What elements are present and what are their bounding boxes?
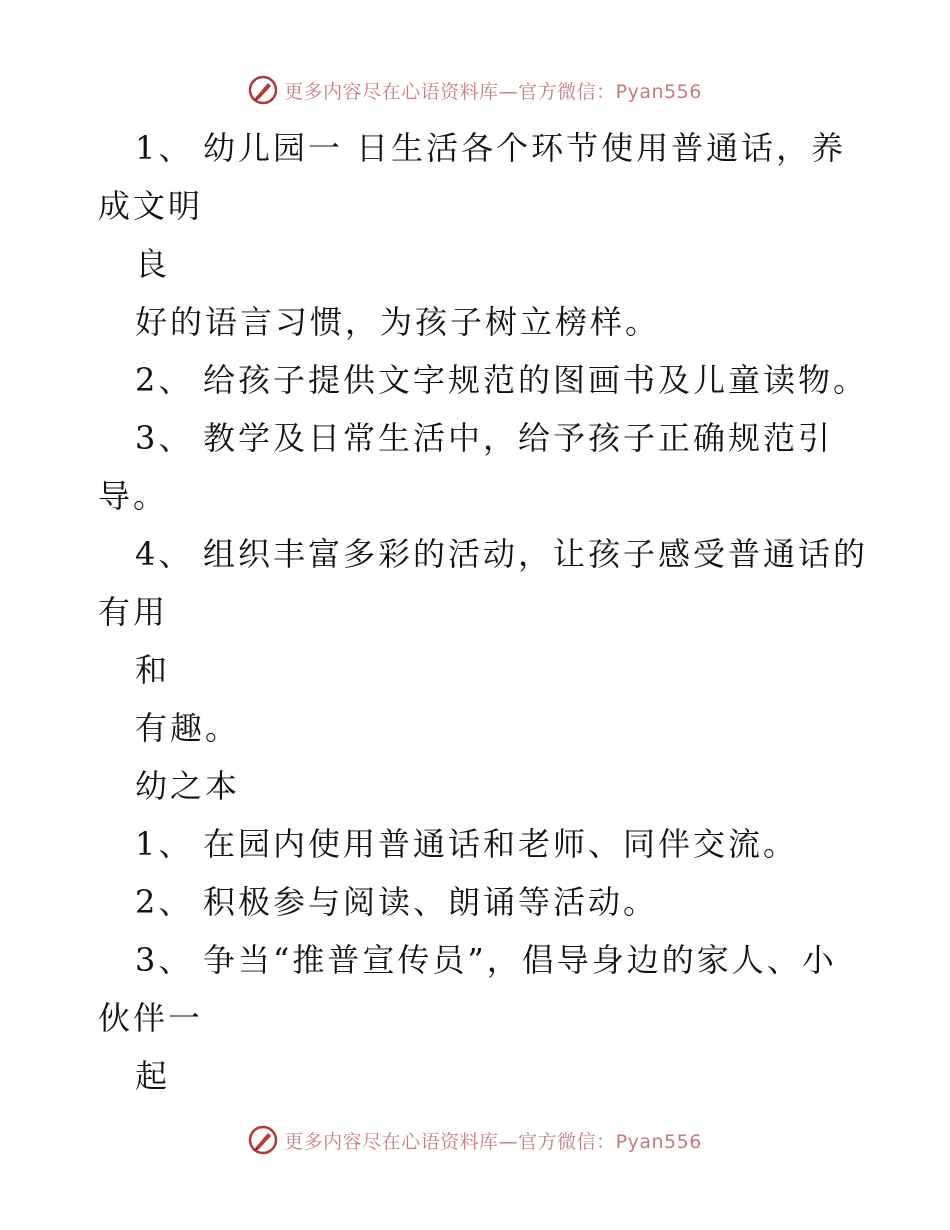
paragraph-line — [135, 880, 658, 924]
list-number: 1、 — [135, 825, 194, 863]
line-text: 好的语言习惯，为孩子树立榜样。 — [135, 303, 661, 341]
line-text: 良 — [135, 245, 171, 283]
watermark-text: 更多内容尽在心语资料库—官方微信：Pyan556 — [284, 80, 702, 103]
list-number: 3、 — [135, 941, 194, 979]
paragraph-line — [135, 242, 170, 286]
line-text: 给孩子提供文字规范的图画书及儿童读物。 — [203, 361, 869, 399]
paragraph-line — [135, 358, 868, 402]
line-text: 组织丰富多彩的活动，让孩子感受普通话的 — [203, 535, 869, 573]
line-text: 有趣。 — [135, 709, 241, 747]
line-text: 伙伴一 — [98, 999, 204, 1037]
line-text: 起 — [135, 1057, 171, 1095]
line-text: 成文明 — [98, 187, 204, 225]
list-number: 2、 — [135, 883, 194, 921]
list-number: 4、 — [135, 535, 194, 573]
paragraph-line — [135, 300, 660, 344]
section-heading — [135, 764, 240, 808]
line-text: 有用 — [98, 593, 169, 631]
list-number: 2、 — [135, 361, 194, 399]
paragraph-line — [135, 822, 798, 866]
paragraph-line — [98, 474, 168, 518]
line-text: 幼儿园一 日生活各个环节使用普通话，养 — [203, 129, 847, 167]
line-text: 和 — [135, 651, 171, 689]
paragraph-line — [135, 416, 833, 460]
watermark-text: 更多内容尽在心语资料库—官方微信：Pyan556 — [284, 1130, 702, 1153]
paragraph-line — [135, 1054, 170, 1098]
pen-logo-icon — [248, 1125, 278, 1155]
line-text: 幼之本 — [135, 767, 241, 805]
paragraph-line — [135, 126, 846, 170]
line-text: 争当“推普宣传员”，倡导身边的家人、小 — [203, 941, 837, 979]
paragraph-line — [135, 532, 868, 576]
list-number: 1、 — [135, 129, 194, 167]
paragraph-line — [135, 706, 240, 750]
paragraph-line — [135, 648, 170, 692]
line-text: 教学及日常生活中，给予孩子正确规范引 — [203, 419, 834, 457]
list-number: 3、 — [135, 419, 194, 457]
paragraph-line — [98, 996, 203, 1040]
paragraph-line — [98, 590, 168, 634]
paragraph-line — [98, 184, 203, 228]
line-text: 在园内使用普通话和老师、同伴交流。 — [203, 825, 799, 863]
watermark-footer — [0, 1120, 950, 1160]
paragraph-line — [135, 938, 837, 982]
line-text: 积极参与阅读、朗诵等活动。 — [203, 883, 659, 921]
line-text: 导。 — [98, 477, 169, 515]
